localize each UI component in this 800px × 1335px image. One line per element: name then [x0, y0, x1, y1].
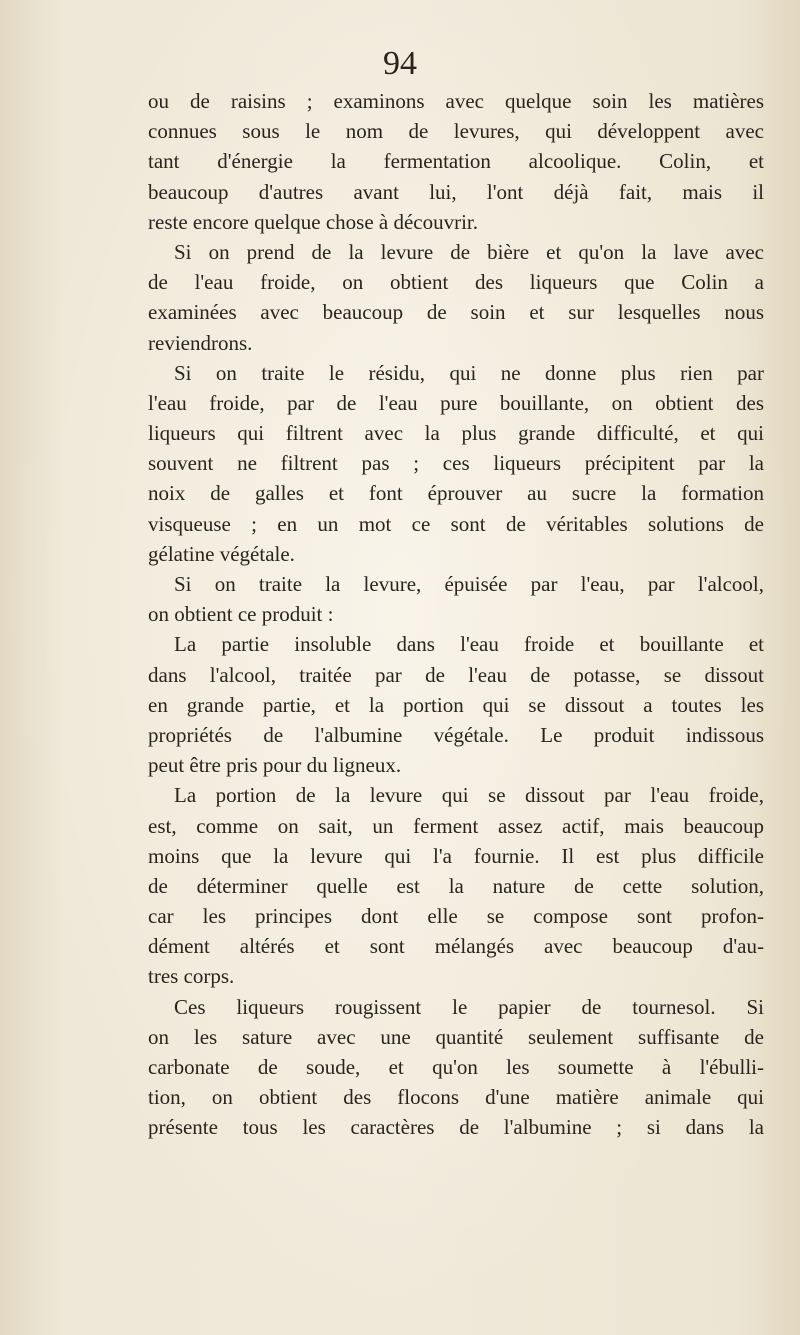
text-line: propriétés de l'albumine végétale. Le produit indissous — [148, 722, 764, 747]
text-line: tion, on obtient des flocons d'une matière animale qui — [148, 1085, 764, 1110]
text-line: l'eau froide, par de l'eau pure bouillante, on obtient des — [148, 390, 764, 415]
text-line: La portion de la levure qui se dissout par l'eau froide, — [174, 783, 764, 808]
text-line: tres corps. — [148, 964, 235, 989]
text-line: ou de raisins ; examinons avec quelque soin les matières — [148, 89, 764, 113]
text-line: reviendrons. — [148, 330, 253, 355]
text-line: Si on traite le résidu, qui ne donne plus rien par — [174, 360, 764, 385]
text-line: souvent ne filtrent pas ; ces liqueurs précipitent par la — [148, 451, 764, 476]
text-line: visqueuse ; en un mot ce sont de véritables solutions de — [148, 511, 764, 536]
text-line: de l'eau froide, on obtient des liqueurs que Colin a — [148, 270, 764, 295]
text-line: liqueurs qui filtrent avec la plus grande difficulté, et qui — [148, 421, 764, 446]
text-line: reste encore quelque chose à découvrir. — [148, 209, 479, 234]
text-line: tant d'énergie la fermentation alcoolique. Colin, et — [148, 149, 764, 174]
text-line: on obtient ce produit : — [148, 602, 334, 627]
text-line: Si on prend de la levure de bière et qu'on la lave avec — [174, 239, 764, 264]
text-line: connues sous le nom de levures, qui développent avec — [148, 119, 764, 144]
text-line: dément altérés et sont mélangés avec beaucoup d'au- — [148, 934, 764, 959]
text-line: examinées avec beaucoup de soin et sur lesquelles nous — [148, 300, 764, 325]
text-line: peut être pris pour du ligneux. — [148, 753, 402, 778]
text-line: gélatine végétale. — [148, 541, 295, 566]
text-line: en grande partie, et la portion qui se dissout a toutes les — [148, 692, 764, 717]
text-line: noix de galles et font éprouver au sucre la formation — [148, 481, 764, 506]
text-line: on les sature avec une quantité seulement suffisante de — [148, 1024, 764, 1049]
text-line: Ces liqueurs rougissent le papier de tournesol. Si — [174, 994, 764, 1019]
text-line: car les principes dont elle se compose sont profon- — [148, 904, 764, 929]
text-line: La partie insoluble dans l'eau froide et bouillante et — [174, 632, 764, 657]
text-line: beaucoup d'autres avant lui, l'ont déjà fait, mais il — [148, 179, 764, 204]
text-line: Si on traite la levure, épuisée par l'eau, par l'alcool, — [174, 572, 764, 596]
text-line: carbonate de soude, et qu'on les soumette à l'ébulli- — [148, 1055, 764, 1079]
text-line: présente tous les caractères de l'albumine ; si dans la — [148, 1115, 764, 1140]
page-number: 94 — [383, 45, 417, 82]
text-line: moins que la levure qui l'a fournie. Il est plus difficile — [148, 843, 764, 868]
text-line: de déterminer quelle est la nature de cette solution, — [148, 873, 764, 898]
body-text — [148, 86, 764, 1143]
text-line: est, comme on sait, un ferment assez actif, mais beaucoup — [148, 813, 764, 838]
text-line: dans l'alcool, traitée par de l'eau de potasse, se dissout — [148, 662, 764, 687]
